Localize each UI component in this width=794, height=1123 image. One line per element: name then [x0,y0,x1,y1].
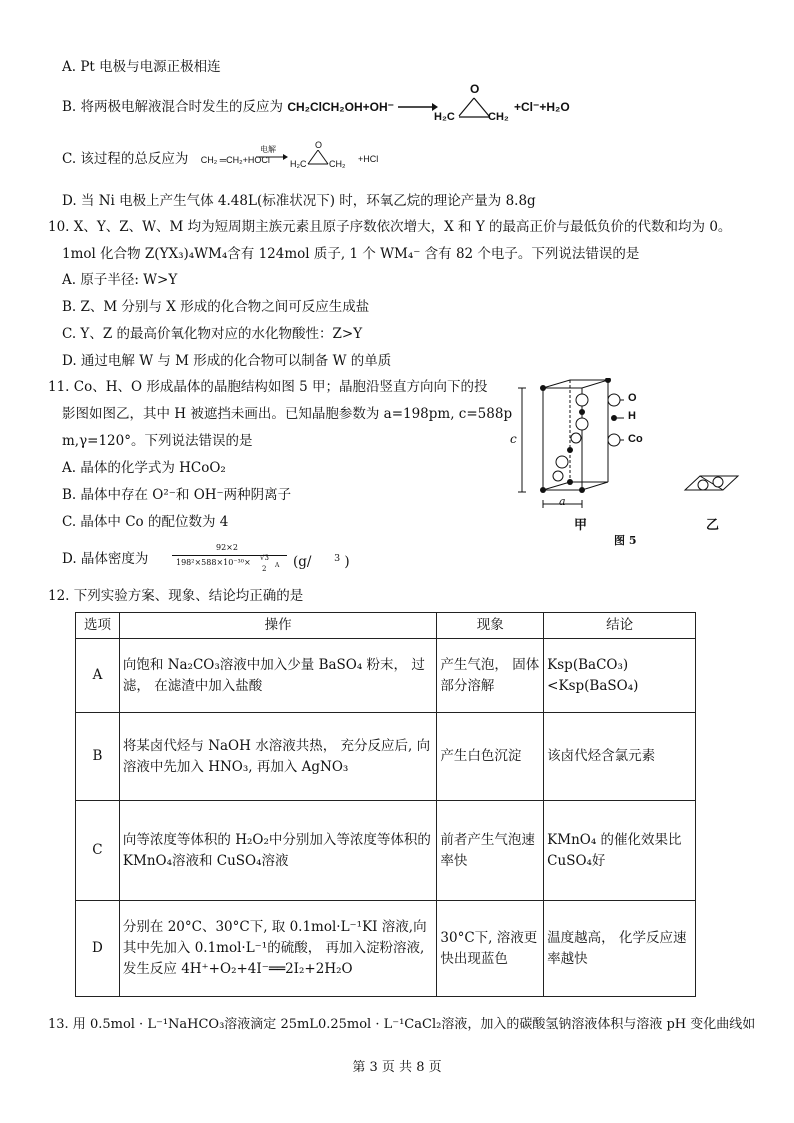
reaction-arrow-icon [398,100,438,114]
experiment-table [75,612,696,997]
q9-option-c-text: C. 该过程的总反应为 [62,151,189,167]
row-conclusion: 温度越高， 化学反应速率越快 [544,901,696,997]
row-operation: 向等浓度等体积的 H₂O₂中分别加入等浓度等体积的KMnO₄溶液和 CuSO₄溶液 [119,801,437,901]
q10-option-c: C. Y、Z 的最高价氧化物对应的水化物酸性：Z>Y [62,326,363,342]
param-c-label: c [510,432,517,446]
q11-stem-line2: 影图如图乙，其中 H 被遮挡未画出。已知晶胞参数为 a=198pm, c=588p [62,406,513,422]
q9-option-b [62,98,394,116]
figure-caption: 图 5 [614,534,637,547]
table-row [76,713,696,801]
q10-stem-line2: 1mol 化合物 Z(YX₃)₄WM₄含有 124mol 质子, 1 个 WM₄⁻ 含有 82 个电子。下列说法错误的是 [62,246,640,262]
epoxide-left-label: H₂C [434,111,455,123]
q9-option-b-reactant: CH₂ClCH₂OH+OH⁻ [287,100,394,114]
two-label: 2 [262,565,267,573]
q11-option-c: C. 晶体中 Co 的配位数为 4 [62,514,229,530]
epoxide-c-o-label: O [315,140,323,150]
q9-option-c-tail: +HCl [358,154,379,164]
q11-option-b: B. 晶体中存在 O²⁻和 OH⁻两种阴离子 [62,487,292,503]
header-option: 选项 [76,613,120,639]
q9-option-b-text: B. 将两极电解液混合时发生的反应为 [62,99,284,115]
row-option: C [76,801,120,901]
q9-option-c-reactant: CH₂ ═CH₂+HOCl [200,155,270,165]
epoxide-structure-b [434,82,514,128]
figure-5 [510,378,760,548]
q9-option-b-tail: +Cl⁻+H₂O [514,100,570,114]
figure-yi-label: 乙 [706,518,720,533]
row-operation: 将某卤代烃与 NaOH 水溶液共热， 充分反应后, 向溶液中先加入 HNO₃, 再加入 AgNO₃ [119,713,437,801]
q10-option-b: B. Z、M 分别与 X 形成的化合物之间可反应生成盐 [62,299,370,315]
legend-co-label: Co [628,433,643,445]
epoxide-c-right-label: CH₂ [329,159,346,169]
legend-h-label: H [628,410,636,422]
row-option: B [76,713,120,801]
row-option: A [76,639,120,713]
table-row [76,901,696,997]
electrolysis-label: 电解 [260,145,276,154]
page-footer: 第 3 页 共 8 页 [352,1060,442,1075]
epoxide-structure-c [288,142,348,172]
electrolysis-arrow-icon [256,152,288,162]
q11-option-d-label: D. 晶体密度为 [62,551,149,567]
q10-option-d: D. 通过电解 W 与 M 形成的化合物可以制备 W 的单质 [62,353,392,369]
density-unit-exponent: 3 [334,553,341,564]
q11-option-a: A. 晶体的化学式为 HCoO₂ [62,460,226,476]
param-a-label: a [559,495,566,508]
fraction-bar [172,555,287,556]
q9-option-a: A. Pt 电极与电源正极相连 [62,59,221,75]
q9-option-d: D. 当 Ni 电极上产生气体 4.48L(标准状况下) 时，环氧乙烷的理论产量为 8.8g [62,193,536,209]
row-phenomenon: 产生白色沉淀 [437,713,544,801]
header-operation: 操作 [119,613,437,639]
table-row [76,639,696,713]
density-numerator: 92×2 [216,543,238,552]
avogadro-subscript: A [275,562,280,569]
row-phenomenon: 30°C下, 溶液更快出现蓝色 [437,901,544,997]
density-unit [293,550,350,571]
row-conclusion: KMnO₄ 的催化效果比 CuSO₄好 [544,801,696,901]
row-operation: 分别在 20°C、30°C下, 取 0.1mol·L⁻¹KI 溶液,向其中先加入 0.1mol·L⁻¹的硫酸， 再加入淀粉溶液, 发生反应 4H⁺+O₂+4I⁻══2I₂+2H₂O [119,901,437,997]
q11-stem-line1: 11. Co、H、O 形成晶体的晶胞结构如图 5 甲；晶胞沿竖直方向向下的投 [48,379,488,395]
q10-stem-line1: 10. X、Y、Z、W、M 均为短周期主族元素且原子序数依次增大，X 和 Y 的最高正价与最低负价的代数和均为 0。 [48,219,732,235]
epoxide-c-left-label: H₂C [290,159,307,169]
figure-jia-label: 甲 [574,518,588,533]
legend-o-label: O [628,392,637,404]
q11-stem-line3: m,γ=120°。下列说法错误的是 [62,433,253,449]
q13-stem: 13. 用 0.5mol · L⁻¹NaHCO₃溶液滴定 25mL0.25mol · L⁻¹CaCl₂溶液，加入的碳酸氢钠溶液体积与溶液 pH 变化曲线如 [48,1017,756,1032]
density-unit-open: (g/ [293,554,312,570]
header-conclusion: 结论 [544,613,696,639]
table-row [76,801,696,901]
epoxide-right-label: CH₂ [488,111,509,123]
header-phenomenon: 现象 [437,613,544,639]
sqrt3-label: √3 [260,554,269,562]
q10-option-a: A. 原子半径: W>Y [62,272,178,288]
density-fraction [172,543,292,577]
row-phenomenon: 产生气泡， 固体部分溶解 [437,639,544,713]
row-option: D [76,901,120,997]
row-phenomenon: 前者产生气泡速率快 [437,801,544,901]
row-operation: 向饱和 Na₂CO₃溶液中加入少量 BaSO₄ 粉末， 过滤， 在滤渣中加入盐酸 [119,639,437,713]
row-conclusion: Ksp(BaCO₃)<Ksp(BaSO₄) [544,639,696,713]
q9-option-c [62,150,270,169]
epoxide-o-label: O [470,82,480,96]
row-conclusion: 该卤代烃含氯元素 [544,713,696,801]
density-denominator: 198²×588×10⁻³⁰× [176,558,251,567]
density-unit-close: ) [344,554,350,570]
table-header-row [76,613,696,639]
q12-stem: 12. 下列实验方案、现象、结论均正确的是 [48,588,304,604]
